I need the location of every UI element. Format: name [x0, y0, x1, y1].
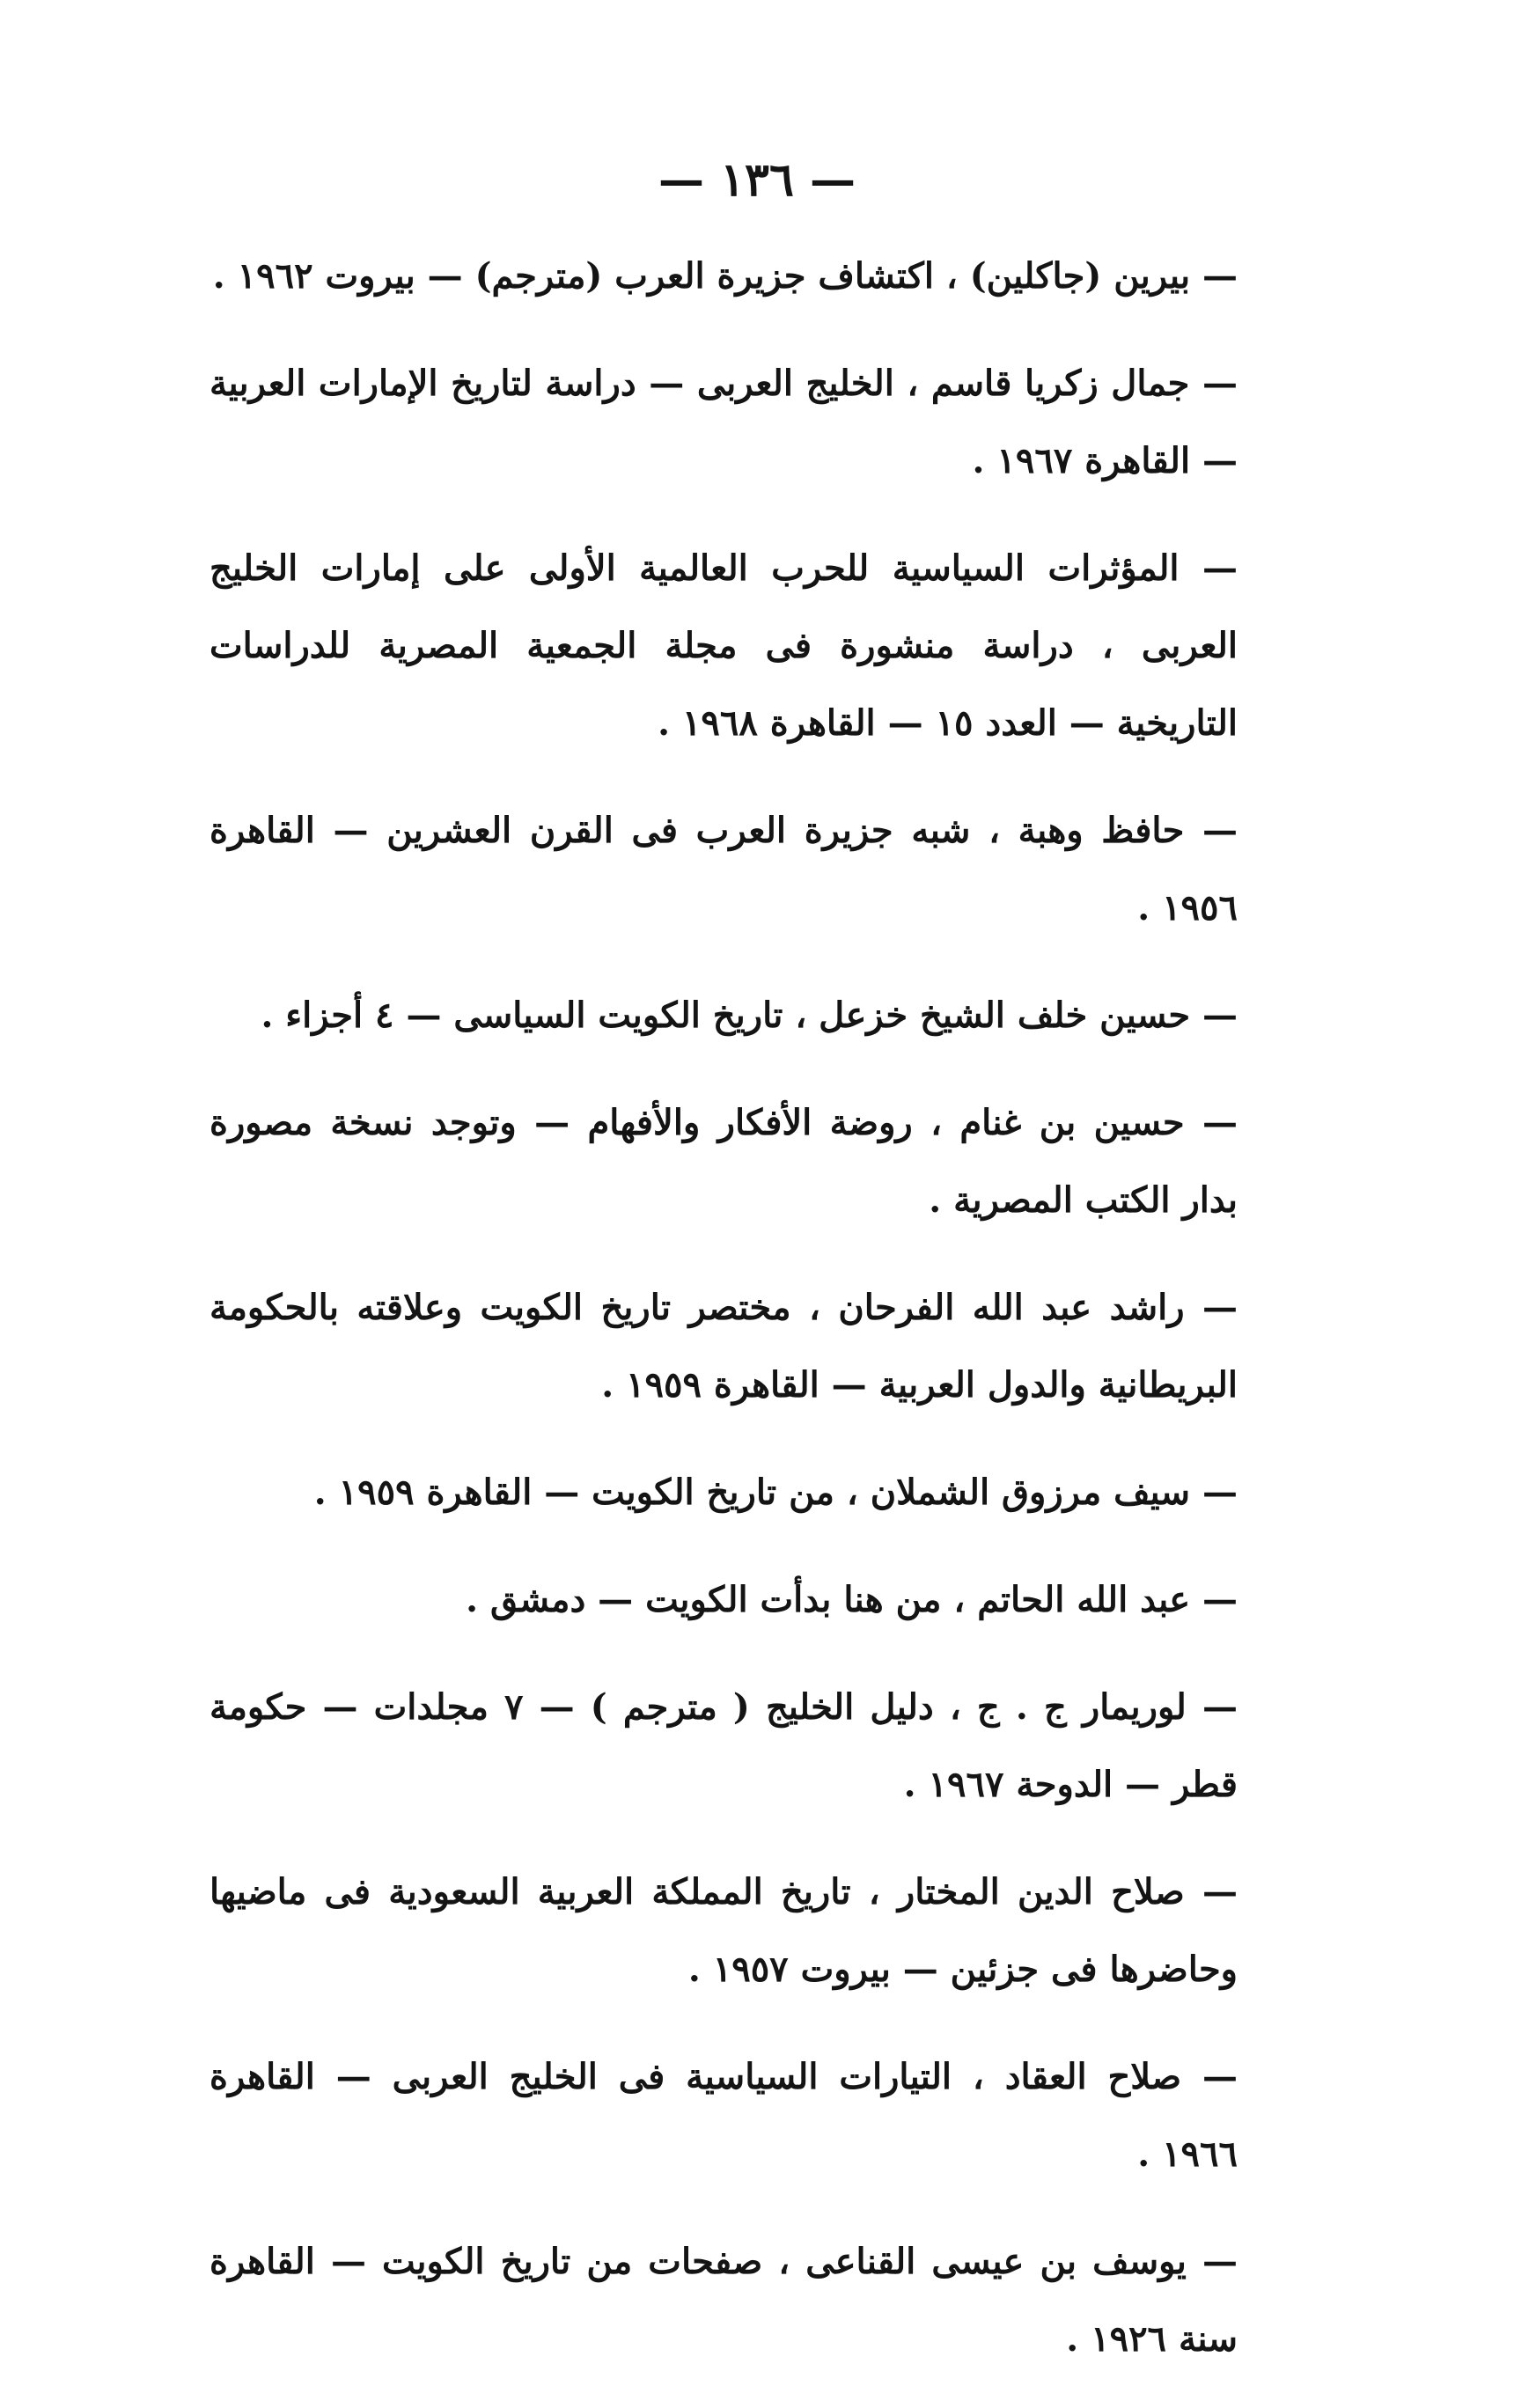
bibliography-entry: — حسين خلف الشيخ خزعل ، تاريخ الكويت السياسى — ٤ أجزاء .	[261, 995, 1238, 1036]
bibliography-entry: — صلاح العقاد ، التيارات السياسية فى الخليج العربى — القاهرة ١٩٦٦ .	[209, 2056, 1238, 2175]
page-number: — ١٣٦ —	[658, 153, 856, 207]
bibliography-entry: — المؤثرات السياسية للحرب العالمية الأولى على إمارات الخليج العربى ، دراسة منشورة فى مجلة الجمعية المصرية للدراسات التاريخية — العدد ١٥ — القاهرة ١٩٦٨ .	[209, 547, 1238, 744]
bibliography-entry: — سيف مرزوق الشملان ، من تاريخ الكويت — القاهرة ١٩٥٩ .	[313, 1472, 1238, 1513]
bibliography-entry: — راشد عبد الله الفرحان ، مختصر تاريخ الكويت وعلاقته بالحكومة البريطانية والدول العربية — القاهرة ١٩٥٩ .	[209, 1287, 1238, 1406]
bibliography-entry: — بيرين (جاكلين) ، اكتشاف جزيرة العرب (مترجم) — بيروت ١٩٦٢ .	[212, 255, 1238, 297]
bibliography-entry: — حافظ وهبة ، شبه جزيرة العرب فى القرن العشرين — القاهرة ١٩٥٦ .	[209, 810, 1238, 929]
bibliography-list	[209, 238, 1238, 2408]
bibliography-entry: — حسين بن غنام ، روضة الأفكار والأفهام — وتوجد نسخة مصورة بدار الكتب المصرية .	[209, 1102, 1238, 1221]
bibliography-entry: — صلاح الدين المختار ، تاريخ المملكة العربية السعودية فى ماضيها وحاضرها فى جزئين — بيروت ١٩٥٧ .	[209, 1871, 1238, 1990]
bibliography-entry: — عبد الله الحاتم ، من هنا بدأت الكويت — دمشق .	[466, 1579, 1238, 1620]
bibliography-entry: — جمال زكريا قاسم ، الخليج العربى — دراسة لتاريخ الإمارات العربية — القاهرة ١٩٦٧ .	[209, 363, 1238, 481]
bibliography-entry: — يوسف بن عيسى القناعى ، صفحات من تاريخ الكويت — القاهرة سنة ١٩٢٦ .	[209, 2241, 1238, 2360]
bibliography-entry: — لوريمار ج . ج ، دليل الخليج ( مترجم ) — ٧ مجلدات — حكومة قطر — الدوحة ١٩٦٧ .	[209, 1686, 1238, 1805]
